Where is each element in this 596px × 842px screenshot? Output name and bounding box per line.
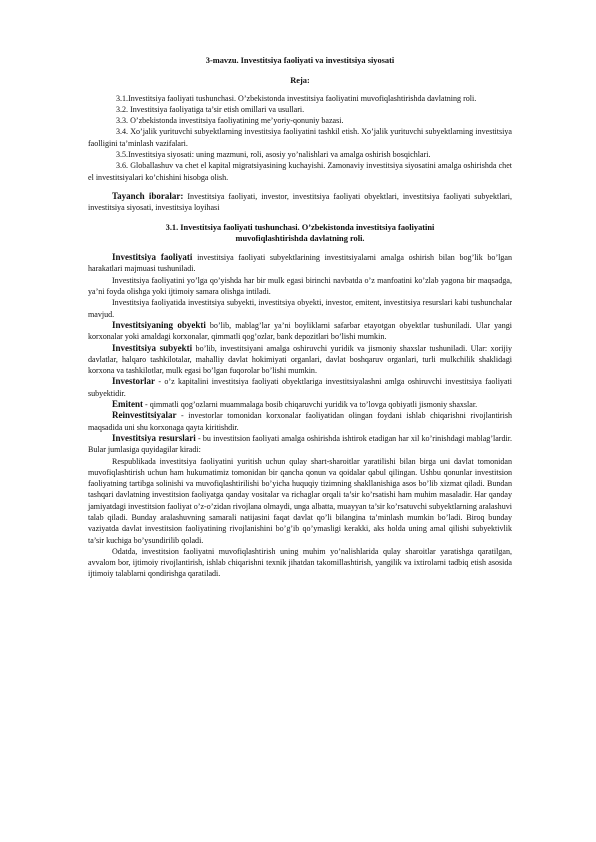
- plan-heading: Reja:: [290, 76, 310, 86]
- document-title: 3-mavzu. Investitsiya faoliyati va investitsiya siyosati: [205, 56, 395, 65]
- plan-item: 3.4. Xo’jalik yurituvchi subyektlarning investitsiya faoliyatini tashkil etish. Xo’jalik yurituvchi subyektlarning investitsiya faolligini ta’minlash vazifalari.: [88, 127, 512, 148]
- paragraph-text: bo’lib, investitsiyani amalga oshiruvchi yuridik va jismoniy shaxslar tushuniladi. Ular: xorijiy davlatlar, halqaro tashkilotalar, mahalliy davlat hokimiyati organlari, davlat boshqaruv organlari, turli mulkchilik shaklidagi korxona va tashkilotlar, mulk egasi bo’lgan fuqorolar bo’lishi mumkin.: [88, 343, 513, 376]
- plan-item: 3.6. Globallashuv va chet el kapital migratsiyasining kuchayishi. Zamonaviy investitsiya siyosatini amalga oshirishda chet el investitsiyalari ko’chishini hisobga olish.: [88, 161, 512, 182]
- section-heading-line: muvofiqlashtirishda davlatning roli.: [235, 233, 365, 243]
- body-paragraph: [88, 252, 512, 275]
- paragraph-text: - bu investitsion faoliyati amalga oshirishda ishtirok etadigan har xil ko’rinishdagi mablag’lardir. Bular jumlasiga quyidagilar kiradi:: [88, 433, 512, 455]
- body-paragraph: [88, 376, 512, 399]
- keywords-text: Investitsiya faoliyati, investor, investitsiya faoliyati obyektlari, investitsiya faoliyati subyektlari, investitsiya siyosati, investitsiya loyihasi: [88, 191, 512, 213]
- term: Investitsiya faoliyati: [112, 252, 193, 263]
- plan-item: 3.5.Investitsiya siyosati: uning mazmuni, roli, asosiy yo’nalishlari va amalga oshirish bosqichlari.: [116, 150, 431, 160]
- body-paragraph: [88, 399, 512, 410]
- paragraph-text: - investorlar tomonidan korxonalar faoliyatidan olingan foydani ishlab chiqarishni rivojlantirish maqsadida uni shu korxonaga qayta kiritishdir.: [88, 411, 512, 432]
- plan-item: 3.1.Investitsiya faoliyati tushunchasi. O’zbekistonda investitsiya faoliyatini muvofiqlashtirishda davlatning roli.: [116, 93, 477, 103]
- term: Reinvestitsiyalar: [112, 410, 177, 421]
- paragraph-text: - qimmatli qog’ozlarni muammalaga bosib chiqaruvchi yuridik va to’lovga qobiyatli jismoniy shaxslar.: [143, 400, 478, 410]
- body-paragraph: Investitsiya faoliyatida investitsiya subyekti, investitsiya obyekti, investor, emitent, investitsiya resurslari kabi tushunchalar mavjud.: [88, 298, 512, 319]
- body-paragraph: [88, 433, 512, 456]
- paragraph-text: - o’z kapitalini investitsiya faoliyati obyektlariga investitsiyalashni amlga oshiruvchi investitsiya faoliyati subyektidir.: [88, 377, 512, 398]
- term: Investitsiya subyekti: [112, 342, 193, 353]
- body-paragraph: Odatda, investitsion faoliyatni muvofiqlashtirish uning muhim yo’nalishlarida qulay sharoitlar yaratishga qaratilgan, avvalom bor, ijtimoiy rivojlantirish, ishlab chiqarishni texnik jihatdan takomillashtirish, yangilik va ixtirolarni tadbiq etish asosida ijtimoiy talablarni qondirishga qaratiladi.: [88, 546, 512, 579]
- term: Investitsiyaning obyekti: [112, 319, 206, 330]
- plan-item: 3.2. Investitsiya faoliyatiga ta’sir etish omillari va usullari.: [116, 104, 305, 114]
- term: Investitsiya resurslari: [112, 432, 196, 443]
- keywords-paragraph: [88, 191, 512, 214]
- plan-list: [88, 93, 512, 183]
- document-page: [88, 55, 512, 580]
- section-heading: [88, 222, 512, 245]
- body-paragraph: [88, 410, 512, 433]
- section-heading-line: 3.1. Investitsiya faoliyati tushunchasi. O’zbekistonda investitsiya faoliyatini: [165, 222, 435, 232]
- term: Investorlar: [112, 376, 155, 387]
- body-paragraph: [88, 320, 512, 343]
- paragraph-text: investitsiya faoliyati subyektlarining investitsiyalarni amalga oshirish bilan bog’lik bo’lgan harakatlari majmuasi tushuniladi.: [88, 253, 512, 274]
- body-paragraph: Investitsiya faoliyatini yo’lga qo’yishda har bir mulk egasi birinchi navbatda o’z manfoatini ko’zlab yagona bir maqsadga, ya’ni foyda olishga yoki ijtimoiy samara olishga intiladi.: [88, 275, 512, 297]
- keywords-label: Tayanch iboralar:: [112, 190, 184, 201]
- body-paragraph: Respublikada investitsiya faoliyatini yuritish uchun qulay shart-sharoitlar yaratilishi bilan birga uni davlat tomonidan muvofiqlashtirish uchun ham hukumatimiz tomonidan bir qancha qonun va qoidalar qabul qilingan. Ushbu qonunlar investitsion faoliyatning tartibga solinishi va muvofiqlashtirilishi bo’yicha huquqiy tizimning shakllanishiga asos bo’lib xizmat qiladi. Bundan tashqari davlatning investitsion faoliyatga qanday vositalar va richaglar orqali ta’sir ko’rsatishi ham muhim masaladir. Har qanday jamiyatdagi investitsion faoliyat o’z-o’zidan rivojlana olmaydi, unga albatta, muayyan ta’sir ko’rsatuvchi subyektlarning aralashuvi talab qiladi. Bunday aralashuvning samarali natijasini faqat davlat qo’li bilangina ta’minlash mumkin bo’ladi. Biroq bunday vaziyatda davlat investitsion faoliyatining rivojlanishini bo’g’ib qo’ymasligi kerakki, aks holda uning amal qilishi subyektivlik ta’sir kuchiga bo’ysundirilib qoladi.: [88, 456, 512, 545]
- paragraph-text: bo’lib, mablag’lar ya’ni boyliklarni safarbar etayotgan obyektlar tushuniladi. Ular yangi korxonalar yoki amaldagi korxonalar, qimmatli qog’ozlar, bank depozitlari bo’lishi mumkin.: [88, 320, 512, 342]
- plan-item: 3.3. O’zbekistonda investitsiya faoliyatining me’yoriy-qonuniy bazasi.: [116, 116, 344, 126]
- body-paragraph: [88, 343, 512, 377]
- term: Emitent: [112, 399, 143, 410]
